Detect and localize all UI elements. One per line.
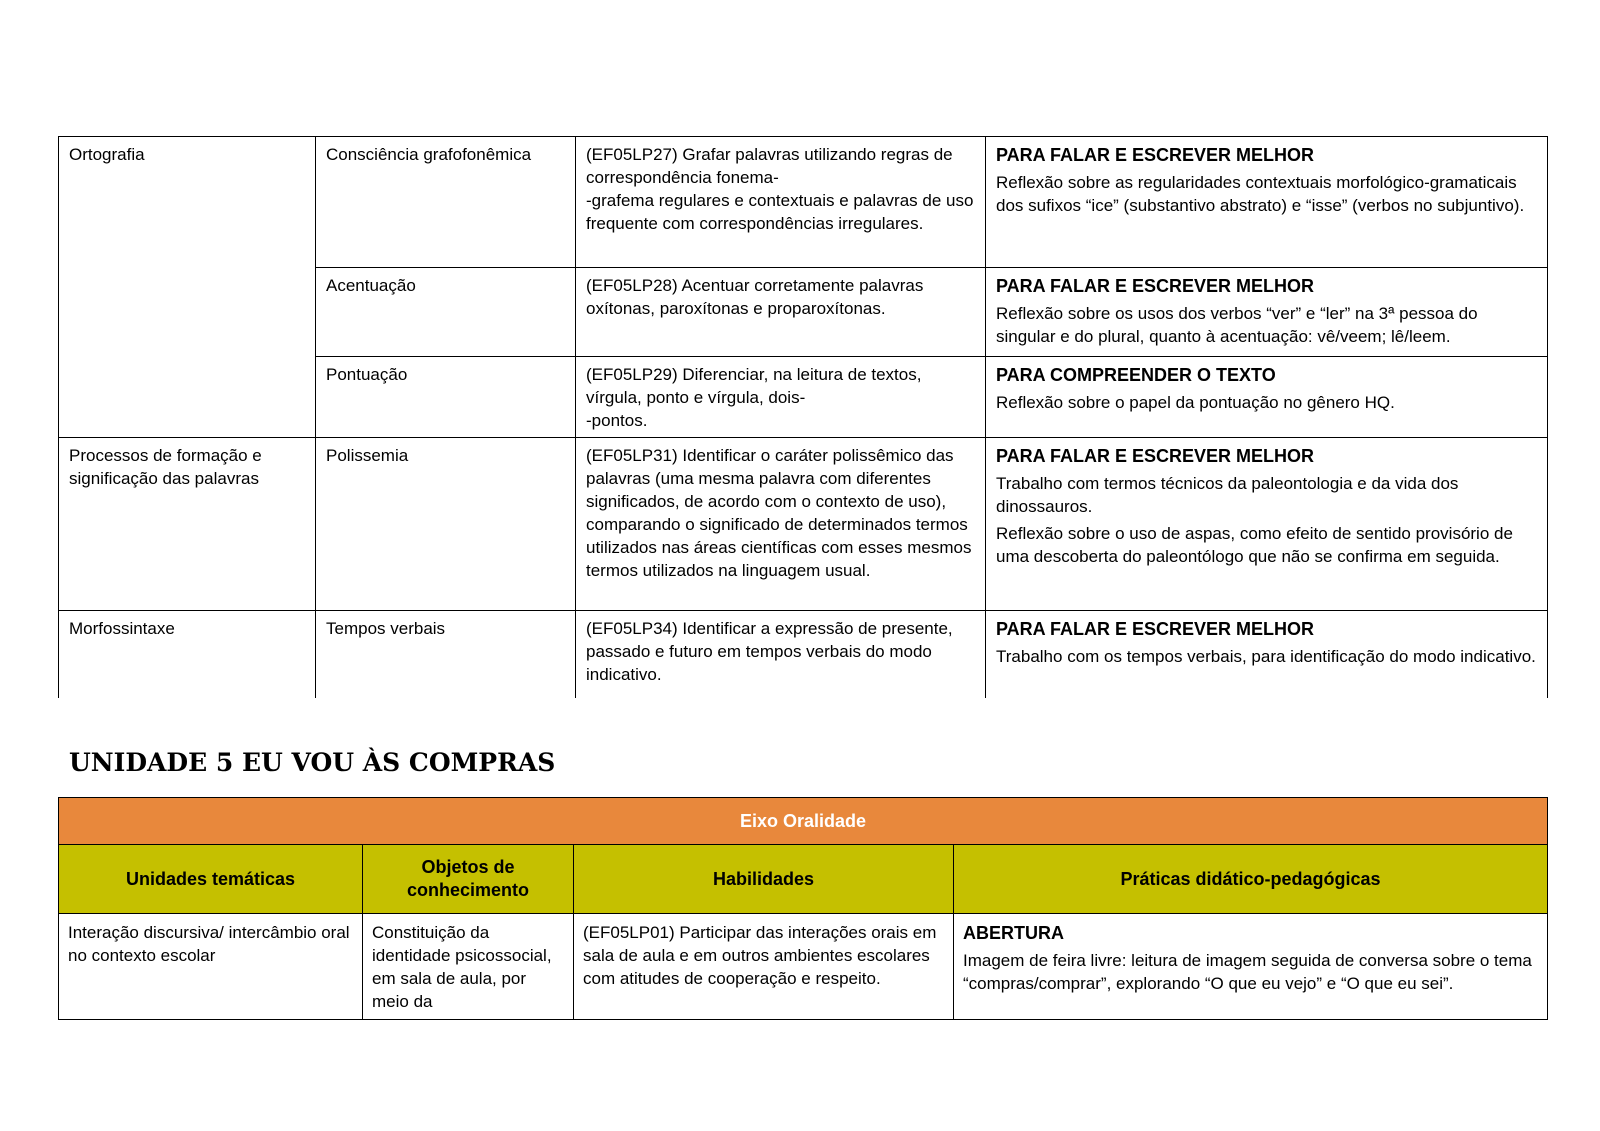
knowledge-object-cell: Acentuação [316, 268, 576, 357]
column-header-skill: Habilidades [574, 845, 954, 914]
skill-cell: (EF05LP28) Acentuar corretamente palavras oxítonas, paroxítonas e proparoxítonas. [576, 268, 986, 357]
practice-cell [954, 914, 1548, 1020]
axis-title: Eixo Oralidade [59, 798, 1548, 845]
practice-text: Imagem de feira livre: leitura de imagem seguida de conversa sobre o tema “compras/comprar”, explorando “O que eu vejo” e “O que eu sei”. [963, 951, 1532, 993]
practice-cell [986, 611, 1548, 698]
skill-cell: (EF05LP01) Participar das interações orais em sala de aula e em outros ambientes escolares com atitudes de cooperação e respeito. [574, 914, 954, 1020]
thematic-unit-cell: Interação discursiva/ intercâmbio oral no contexto escolar [59, 914, 363, 1020]
practice-text: Trabalho com termos técnicos da paleontologia e da vida dos dinossauros. [996, 474, 1459, 516]
skill-cell: (EF05LP27) Grafar palavras utilizando regras de correspondência fonema- -grafema regulares e contextuais e palavras de uso frequente com correspondências irregulares. [576, 137, 986, 268]
practice-text: Reflexão sobre o uso de aspas, como efeito de sentido provisório de uma descoberta do paleontólogo que não se confirma em seguida. [996, 524, 1513, 566]
table-row [59, 611, 1548, 698]
practice-cell [986, 137, 1548, 268]
column-header-unit: Unidades temáticas [59, 845, 363, 914]
practice-text: Reflexão sobre os usos dos verbos “ver” e “ler” na 3ª pessoa do singular e do plural, quanto à acentuação: vê/veem; lê/leem. [996, 304, 1478, 346]
table-row [59, 914, 1548, 1020]
thematic-unit-cell: Processos de formação e significação das palavras [59, 438, 316, 611]
knowledge-object-cell: Constituição da identidade psicossocial, em sala de aula, por meio da [363, 914, 574, 1020]
knowledge-object-cell: Pontuação [316, 357, 576, 438]
practice-text: Reflexão sobre as regularidades contextuais morfológico-gramaticais dos sufixos “ice” (substantivo abstrato) e “isse” (verbos no subjuntivo). [996, 173, 1525, 215]
practice-heading: PARA FALAR E ESCREVER MELHOR [996, 276, 1315, 296]
skill-cell: (EF05LP31) Identificar o caráter polissêmico das palavras (uma mesma palavra com diferentes significados, de acordo com o contexto de uso), comparando o significado de determinados termos utilizados nas áreas científicas com esses mesmos termos utilizados na linguagem usual. [576, 438, 986, 611]
practice-heading: PARA FALAR E ESCREVER MELHOR [996, 145, 1315, 165]
practice-cell [986, 438, 1548, 611]
knowledge-object-cell: Consciência grafofonêmica [316, 137, 576, 268]
column-header-object: Objetos de conhecimento [363, 845, 574, 914]
practice-heading: PARA FALAR E ESCREVER MELHOR [996, 619, 1315, 639]
thematic-unit-cell: Morfossintaxe [59, 611, 316, 698]
knowledge-object-cell: Tempos verbais [316, 611, 576, 698]
knowledge-object-cell: Polissemia [316, 438, 576, 611]
curriculum-table-unit-4 [58, 136, 1548, 698]
thematic-unit-cell: Ortografia [59, 137, 316, 438]
practice-cell [986, 357, 1548, 438]
skill-cell: (EF05LP29) Diferenciar, na leitura de textos, vírgula, ponto e vírgula, dois- -pontos. [576, 357, 986, 438]
practice-heading: PARA COMPREENDER O TEXTO [996, 365, 1276, 385]
table-row [59, 438, 1548, 611]
unit-title: UNIDADE 5 EU VOU ÀS COMPRAS [69, 748, 556, 777]
practice-heading: PARA FALAR E ESCREVER MELHOR [996, 446, 1315, 466]
practice-text: Reflexão sobre o papel da pontuação no gênero HQ. [996, 393, 1395, 412]
curriculum-table-unit-5 [58, 797, 1548, 1020]
table-row [59, 137, 1548, 268]
practice-cell [986, 268, 1548, 357]
skill-cell: (EF05LP34) Identificar a expressão de presente, passado e futuro em tempos verbais do modo indicativo. [576, 611, 986, 698]
column-header-practice: Práticas didático-pedagógicas [954, 845, 1548, 914]
practice-text: Trabalho com os tempos verbais, para identificação do modo indicativo. [996, 647, 1536, 666]
column-header-row [59, 845, 1548, 914]
practice-heading: ABERTURA [963, 923, 1064, 943]
